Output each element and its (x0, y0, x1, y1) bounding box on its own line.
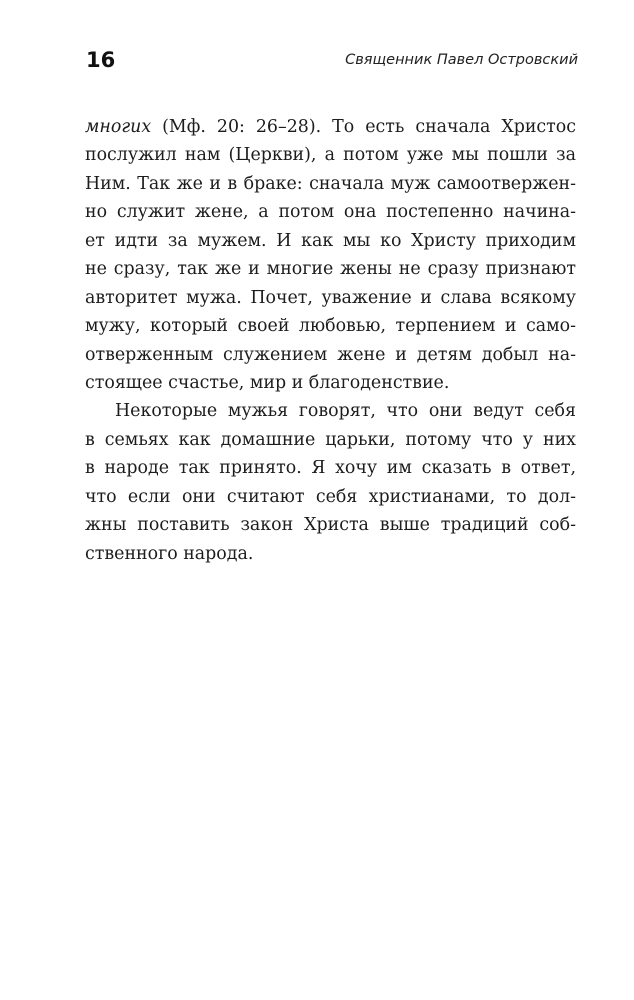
text-line: жны поставить закон Христа выше традиций соб- (85, 515, 576, 536)
line-text: (Мф. 20: 26–28). То есть сначала Христос (151, 117, 576, 137)
body-text (85, 113, 576, 568)
text-line: в семьях как домашние царьки, потому что у них (85, 429, 576, 450)
text-line: Ним. Так же и в браке: сначала муж самоотвержен- (85, 173, 576, 194)
page-number: 16 (86, 48, 116, 72)
text-line: авторитет мужа. Почет, уважение и слава всякому (85, 287, 576, 308)
text-line: в народе так принято. Я хочу им сказать в ответ, (85, 458, 576, 479)
text-line: отверженным служением жене и детям добыл на- (85, 344, 576, 365)
text-line: ет идти за мужем. И как мы ко Христу приходим (85, 230, 576, 251)
emphasized-word: многих (85, 117, 152, 137)
text-line: послужил нам (Церкви), а потом уже мы пошли за (85, 145, 576, 166)
text-line: не сразу, так же и многие жены не сразу признают (85, 259, 576, 280)
text-line (85, 113, 576, 141)
text-line: но служит жене, а потом она постепенно начина- (85, 202, 576, 223)
running-head-author: Священник Павел Островский (345, 52, 578, 68)
text-line: стоящее счастье, мир и благоденствие. (85, 372, 450, 393)
text-line: мужу, который своей любовью, терпением и само- (85, 316, 576, 337)
text-line: что если они считают себя христианами, то дол- (85, 486, 576, 507)
paragraph-1 (85, 113, 576, 397)
page-header (86, 44, 578, 76)
paragraph-2 (85, 397, 576, 568)
text-line: ственного народа. (85, 543, 254, 564)
text-line: Некоторые мужья говорят, что они ведут себя (115, 401, 576, 422)
